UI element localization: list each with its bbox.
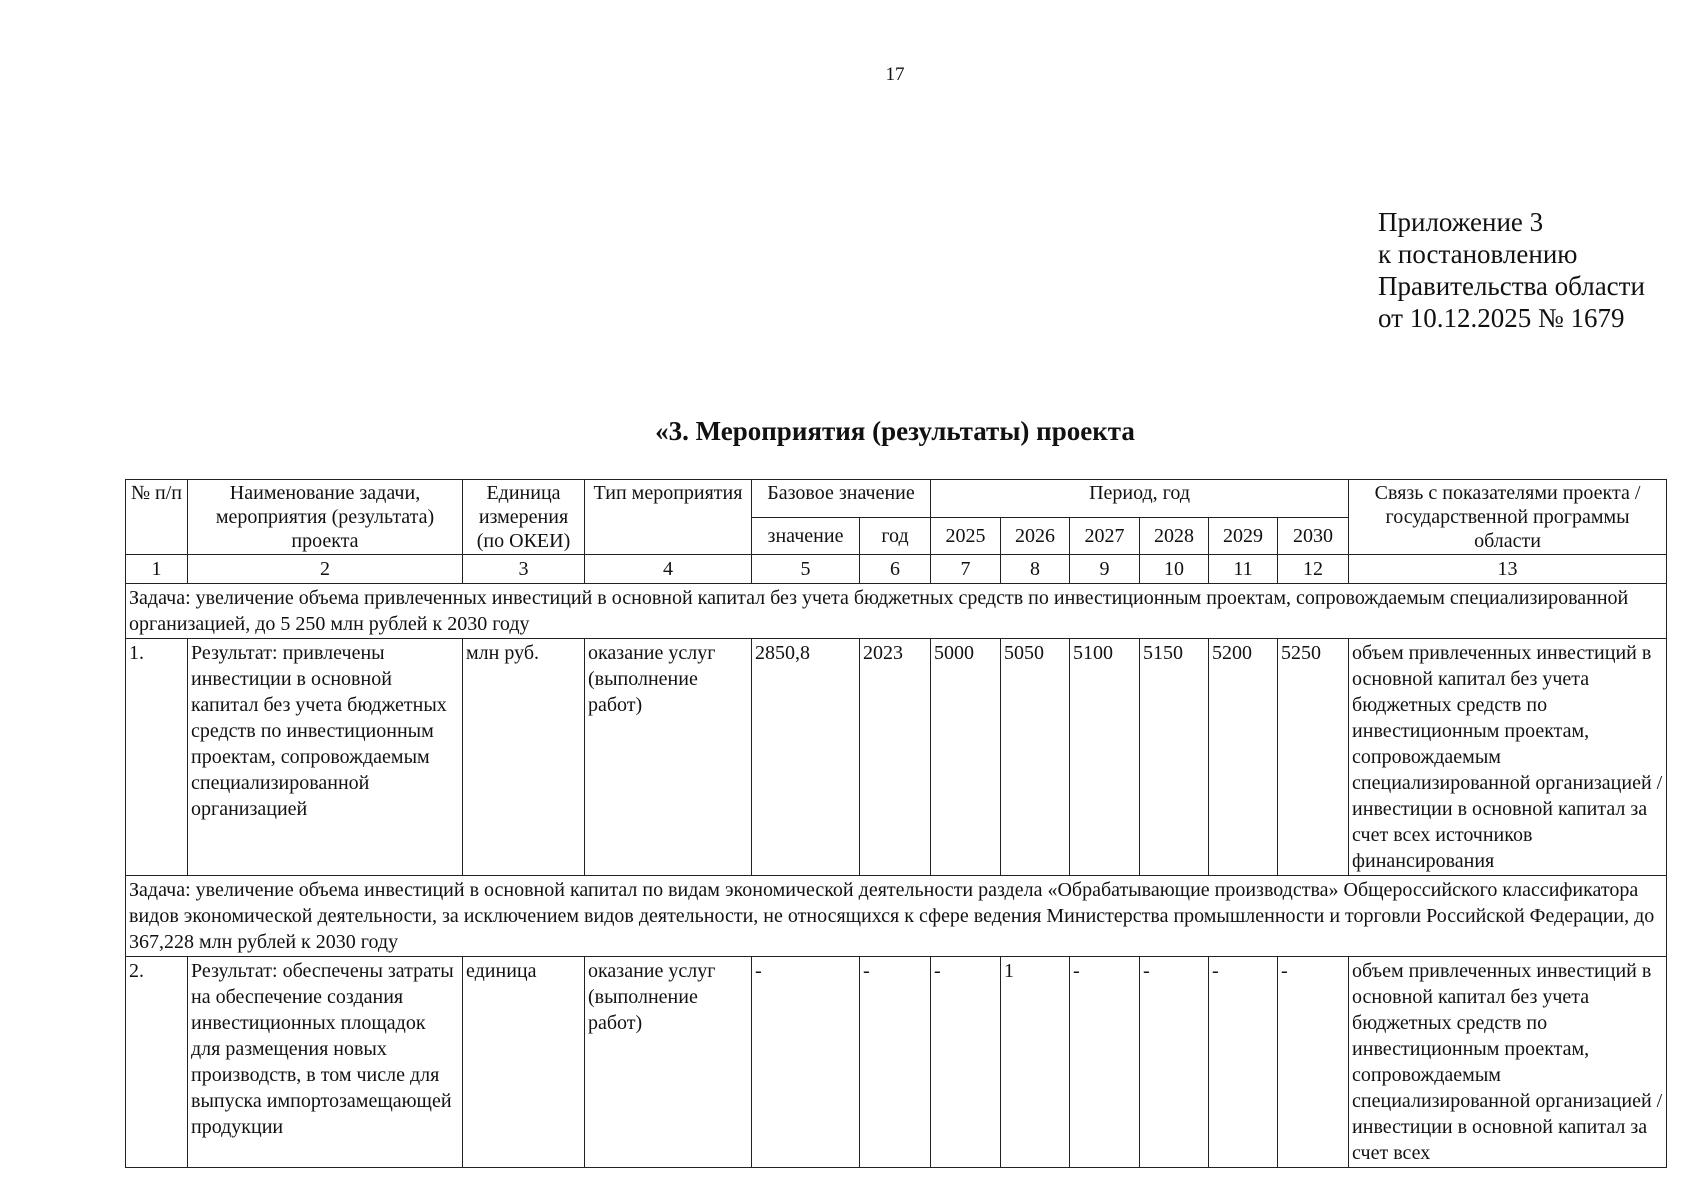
header-base: Базовое значение [752,480,931,518]
page-number: 17 [885,64,905,85]
column-number: 9 [1070,555,1140,584]
column-number: 5 [752,555,860,584]
table-row [126,957,1667,1168]
column-number: 2 [188,555,463,584]
column-number: 3 [463,555,585,584]
header-year: 2029 [1209,517,1278,555]
task-row [126,876,1667,957]
row-base-value: 2850,8 [752,639,860,876]
appendix-line: от 10.12.2025 № 1679 [1378,303,1625,333]
row-link: объем привлеченных инвестиций в основной капитал без учета бюджетных средств по инвестиционным проектам, сопровождаемым специализированной организацией / инвестиции в основной капитал за счет всех источников финансирования [1349,639,1667,876]
header-type: Тип мероприятия [585,480,752,555]
header-year: 2026 [1001,517,1070,555]
measures-table [125,479,1667,1168]
header-year: 2027 [1070,517,1140,555]
header-year: 2028 [1140,517,1209,555]
row-base-year: 2023 [860,639,931,876]
header-name: Наименование задачи, мероприятия (результата) проекта [188,480,463,555]
appendix-line: Правительства области [1378,271,1645,301]
row-year-value: 5200 [1209,639,1278,876]
column-number: 8 [1001,555,1070,584]
column-number: 12 [1278,555,1349,584]
column-number: 13 [1349,555,1667,584]
row-base-value: - [752,957,860,1168]
row-link: объем привлеченных инвестиций в основной капитал без учета бюджетных средств по инвестиционным проектам, сопровождаемым специализированной организацией / инвестиции в основной капитал за счет всех [1349,957,1667,1168]
row-year-value: - [1140,957,1209,1168]
row-year-value: - [1209,957,1278,1168]
column-number: 4 [585,555,752,584]
appendix-line: Приложение 3 [1378,207,1544,237]
row-year-value: 5250 [1278,639,1349,876]
document-title: «3. Мероприятия (результаты) проекта [655,416,1135,446]
table-row [126,639,1667,876]
column-number-row [126,555,1667,584]
task-text: Задача: увеличение объема инвестиций в основной капитал по видам экономической деятельности раздела «Обрабатывающие производства» Общероссийского классификатора видов экономической деятельности, за исключением видов деятельности, не относящихся к сфере ведения Министерства промышленности и торговли Российской Федерации, до 367,228 млн рублей к 2030 году [126,876,1667,957]
appendix-block [1378,206,1645,334]
column-number: 10 [1140,555,1209,584]
row-type: оказание услуг (выполнение работ) [585,957,752,1168]
row-type: оказание услуг (выполнение работ) [585,639,752,876]
header-period: Период, год [931,480,1349,518]
header-num: № п/п [126,480,188,555]
row-year-value: 5150 [1140,639,1209,876]
row-year-value: 1 [1001,957,1070,1168]
row-year-value: 5100 [1070,639,1140,876]
column-number: 1 [126,555,188,584]
column-number: 7 [931,555,1001,584]
header-year: 2030 [1278,517,1349,555]
row-year-value: - [1070,957,1140,1168]
row-name: Результат: обеспечены затраты на обеспечение создания инвестиционных площадок для размещения новых производств, в том числе для выпуска импортозамещающей продукции [188,957,463,1168]
header-base-year: год [860,517,931,555]
row-year-value: - [1278,957,1349,1168]
appendix-line: к постановлению [1378,239,1578,269]
header-row [126,480,1667,518]
task-text: Задача: увеличение объема привлеченных инвестиций в основной капитал без учета бюджетных средств по инвестиционным проектам, сопровождаемым специализированной организацией, до 5 250 млн рублей к 2030 году [126,584,1667,639]
row-num: 2. [126,957,188,1168]
header-year: 2025 [931,517,1001,555]
row-unit: единица [463,957,585,1168]
row-unit: млн руб. [463,639,585,876]
row-base-year: - [860,957,931,1168]
row-year-value: 5050 [1001,639,1070,876]
header-link: Связь с показателями проекта / государственной программы области [1349,480,1667,555]
column-number: 11 [1209,555,1278,584]
header-base-value: значение [752,517,860,555]
row-year-value: - [931,957,1001,1168]
row-num: 1. [126,639,188,876]
header-unit: Единица измерения (по ОКЕИ) [463,480,585,555]
row-name: Результат: привлечены инвестиции в основной капитал без учета бюджетных средств по инвестиционным проектам, сопровождаемым специализированной организацией [188,639,463,876]
column-number: 6 [860,555,931,584]
row-year-value: 5000 [931,639,1001,876]
task-row [126,584,1667,639]
